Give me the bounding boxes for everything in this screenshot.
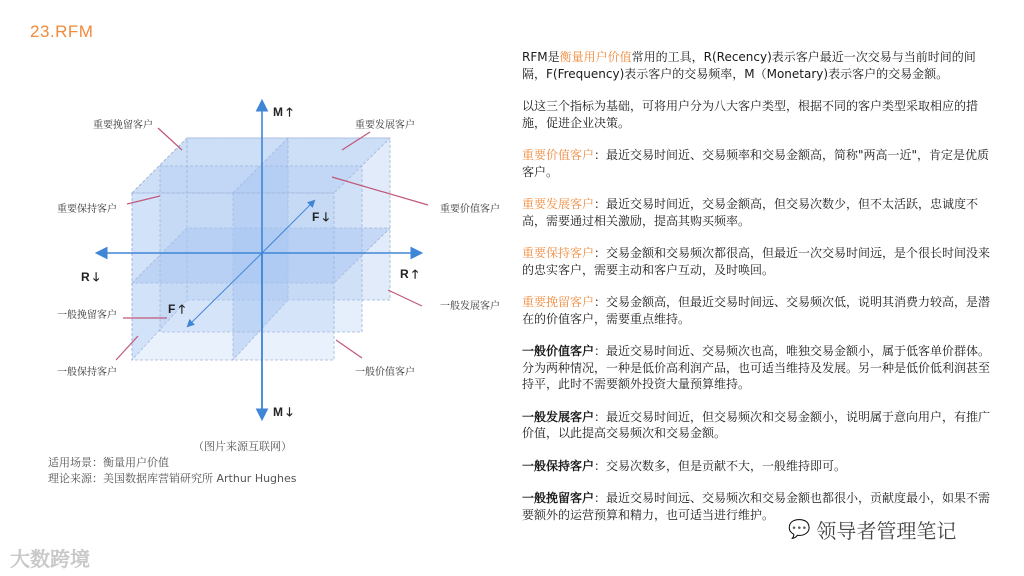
m-up-label: M 🡑 — [273, 105, 293, 119]
intro-paragraph-2: 以这三个指标为基础，可将用户分为八大客户类型，根据不同的客户类型采取相应的措施，促进企业决策。 — [522, 99, 979, 130]
f-up-label: F 🡑 — [168, 302, 185, 316]
type-paragraph: 一般挽留客户：最近交易时间远、交易频次和交易金额也都很小，贡献度最小，如果不需要额外的运营预算和精力，也可适当进行维护。 — [522, 491, 991, 522]
rfm-cube-diagram — [0, 0, 520, 450]
cube-front-face — [132, 193, 334, 360]
r-down-label: R 🡓 — [81, 270, 100, 284]
description-text — [522, 49, 992, 539]
scene-text: 适用场景：衡量用户价值 — [48, 456, 169, 469]
type-paragraph: 一般保持客户：交易次数多，但是贡献不大，一般维持即可。 — [522, 458, 847, 473]
label-important-keep: 重要保持客户 — [57, 204, 117, 215]
type-paragraph: 重要挽留客户：交易金额高，但最近交易时间远、交易频次低，说明其消费力较高，是潜在的价值客户，需要重点维持。 — [522, 295, 991, 326]
f-down-label: F 🡓 — [312, 210, 329, 224]
r-up-label: R 🡑 — [400, 267, 419, 281]
intro-paragraph: RFM是衡量用户价值常用的工具，R(Recency)表示客户最近一次交易与当前时间的间隔，F(Frequency)表示客户的交易频率，M（Monetary)表示客户的交易金额。 — [522, 50, 976, 81]
m-down-label: M 🡓 — [273, 405, 293, 419]
label-general-retain: 一般挽留客户 — [57, 310, 117, 321]
label-important-value: 重要价值客户 — [440, 204, 500, 215]
watermark-left: 大数跨境 — [10, 547, 90, 571]
label-general-keep: 一般保持客户 — [57, 367, 117, 378]
wechat-icon: 💬 — [788, 519, 811, 540]
arrow-up-icon: 🡑 — [178, 302, 185, 316]
arrow-down-icon: 🡓 — [93, 270, 100, 284]
label-important-retain: 重要挽留客户 — [93, 120, 153, 131]
image-caption: （图片来源互联网） — [193, 440, 292, 453]
type-paragraph: 重要价值客户：最近交易时间近、交易频率和交易金额高，简称"两高一近"，肯定是优质客户。 — [522, 148, 990, 179]
label-general-develop: 一般发展客户 — [440, 301, 500, 312]
type-paragraph: 一般价值客户：最近交易时间近、交易频次也高，唯独交易金额小，属于低客单价群体。分为两种情况，一种是低价高利润产品，也可适当维持及发展。另一种是低价低利润甚至持平，此时不需要额外投资大量预算维持。 — [522, 344, 991, 391]
label-important-develop: 重要发展客户 — [355, 120, 415, 131]
type-paragraph: 重要保持客户：交易金额和交易频次都很高，但最近一次交易时间远，是个很长时间没来的忠实客户，需要主动和客户互动，及时唤回。 — [522, 246, 991, 277]
arrow-up-icon: 🡑 — [286, 105, 293, 119]
type-paragraph: 一般发展客户：最近交易时间近，但交易频次和交易金额小，说明属于意向用户，有推广价值，以此提高交易频次和交易金额。 — [522, 409, 991, 440]
arrow-down-icon: 🡓 — [322, 210, 329, 224]
label-general-value: 一般价值客户 — [355, 367, 415, 378]
arrow-up-icon: 🡑 — [412, 267, 419, 281]
slide-title: 23.RFM — [30, 22, 94, 41]
source-text: 理论来源：美国数据库营销研究所 Arthur Hughes — [48, 472, 297, 485]
watermark-right: 💬 领导者管理笔记 — [788, 519, 957, 543]
type-paragraph: 重要发展客户：最近交易时间近，交易金额高，但交易次数少，但不太活跃，忠诚度不高，需要通过相关激励，提高其购买频率。 — [522, 197, 979, 228]
arrow-down-icon: 🡓 — [286, 405, 293, 419]
